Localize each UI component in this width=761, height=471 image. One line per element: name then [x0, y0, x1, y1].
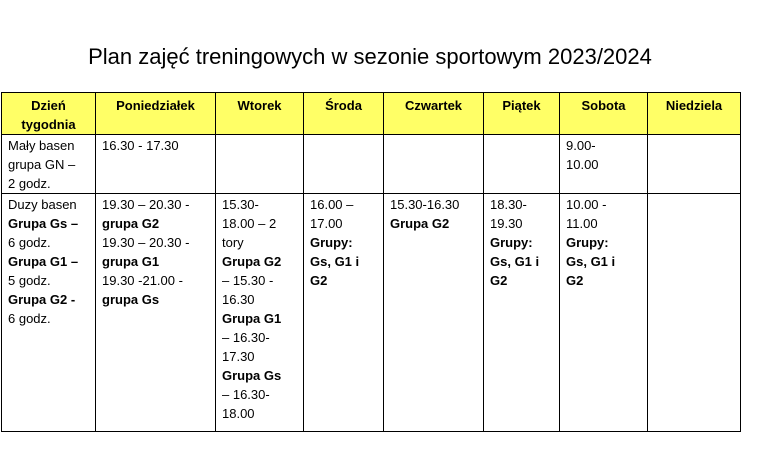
- cell-text-line: 18.00: [222, 406, 255, 421]
- cell-text-line: 11.00: [566, 216, 598, 231]
- cell-text-line: 18.00 – 2: [222, 216, 277, 231]
- wednesday-cell: [304, 135, 384, 194]
- tuesday-cell: [216, 194, 304, 432]
- cell-text-line: 16.30 - 17.30: [102, 138, 179, 153]
- cell-text-line: Grupa G2: [390, 216, 450, 231]
- thursday-cell: [384, 135, 484, 194]
- cell-text-line: Grupy:: [490, 235, 533, 250]
- cell-text-line: Grupa Gs –: [8, 216, 79, 231]
- page-title: Plan zajęć treningowych w sezonie sportowym 2023/2024: [88, 44, 652, 69]
- cell-text-line: – 16.30-: [222, 330, 270, 345]
- cell-text-line: G2: [310, 273, 328, 288]
- thursday-cell: [384, 194, 484, 432]
- cell-text-line: Grupa G2 -: [8, 292, 76, 307]
- cell-text-line: Mały basen: [8, 138, 75, 153]
- schedule-table: [1, 92, 741, 432]
- cell-text-line: Grupa G2: [222, 254, 282, 269]
- cell-text-line: grupa G2: [102, 216, 160, 231]
- cell-text-line: – 16.30-: [222, 387, 270, 402]
- sunday-cell: [648, 194, 741, 432]
- cell-text-line: Grupy:: [566, 235, 609, 250]
- table-row-large-pool: [2, 194, 741, 432]
- cell-text-line: grupa Gs: [102, 292, 160, 307]
- cell-text-line: 10.00: [566, 157, 599, 172]
- header-monday: Poniedziałek: [96, 93, 216, 135]
- header-row: [2, 93, 741, 135]
- cell-text-line: 5 godz.: [8, 273, 51, 288]
- header-day-of-week: Dzień tygodnia: [2, 93, 96, 135]
- cell-text-line: Grupa G1: [222, 311, 282, 326]
- cell-text-line: tory: [222, 235, 244, 250]
- table-row-small-pool: [2, 135, 741, 194]
- cell-text-line: 15.30-: [222, 197, 259, 212]
- header-tuesday: Wtorek: [216, 93, 304, 135]
- cell-text-line: Duzy basen: [8, 197, 77, 212]
- cell-text-line: 2 godz.: [8, 176, 51, 191]
- cell-text-line: – 15.30 -: [222, 273, 274, 288]
- cell-text-line: 19.30 – 20.30 -: [102, 197, 190, 212]
- cell-text-line: Grupa G1 –: [8, 254, 79, 269]
- cell-text-line: 19.30 -21.00 -: [102, 273, 183, 288]
- wednesday-cell: [304, 194, 384, 432]
- cell-text-line: Grupa Gs: [222, 368, 282, 383]
- header-sunday: Niedziela: [648, 93, 741, 135]
- cell-text-line: Grupy:: [310, 235, 353, 250]
- cell-text-line: 6 godz.: [8, 311, 51, 326]
- header-friday: Piątek: [484, 93, 560, 135]
- saturday-cell: [560, 135, 648, 194]
- header-wednesday: Środa: [304, 93, 384, 135]
- cell-text-line: 18.30-: [490, 197, 527, 212]
- monday-cell: [96, 135, 216, 194]
- friday-cell: [484, 135, 560, 194]
- sunday-cell: [648, 135, 741, 194]
- cell-text-line: Gs, G1 i: [490, 254, 540, 269]
- cell-text-line: 10.00 -: [566, 197, 607, 212]
- cell-text-line: 16.00 –: [310, 197, 354, 212]
- header-saturday: Sobota: [560, 93, 648, 135]
- cell-text-line: grupa G1: [102, 254, 160, 269]
- saturday-cell: [560, 194, 648, 432]
- cell-text-line: 19.30: [490, 216, 523, 231]
- cell-text-line: grupa GN –: [8, 157, 76, 172]
- cell-text-line: 16.30: [222, 292, 255, 307]
- cell-text-line: Gs, G1 i: [566, 254, 616, 269]
- row-label-cell: [2, 194, 96, 432]
- cell-text-line: 17.30: [222, 349, 255, 364]
- cell-text-line: 19.30 – 20.30 -: [102, 235, 190, 250]
- cell-text-line: Gs, G1 i: [310, 254, 360, 269]
- friday-cell: [484, 194, 560, 432]
- cell-text-line: 15.30-16.30: [390, 197, 460, 212]
- cell-text-line: G2: [490, 273, 508, 288]
- cell-text-line: 9.00-: [566, 138, 596, 153]
- cell-text-line: 17.00: [310, 216, 343, 231]
- monday-cell: [96, 194, 216, 432]
- cell-text-line: G2: [566, 273, 584, 288]
- cell-text-line: 6 godz.: [8, 235, 51, 250]
- header-thursday: Czwartek: [384, 93, 484, 135]
- tuesday-cell: [216, 135, 304, 194]
- row-label-cell: [2, 135, 96, 194]
